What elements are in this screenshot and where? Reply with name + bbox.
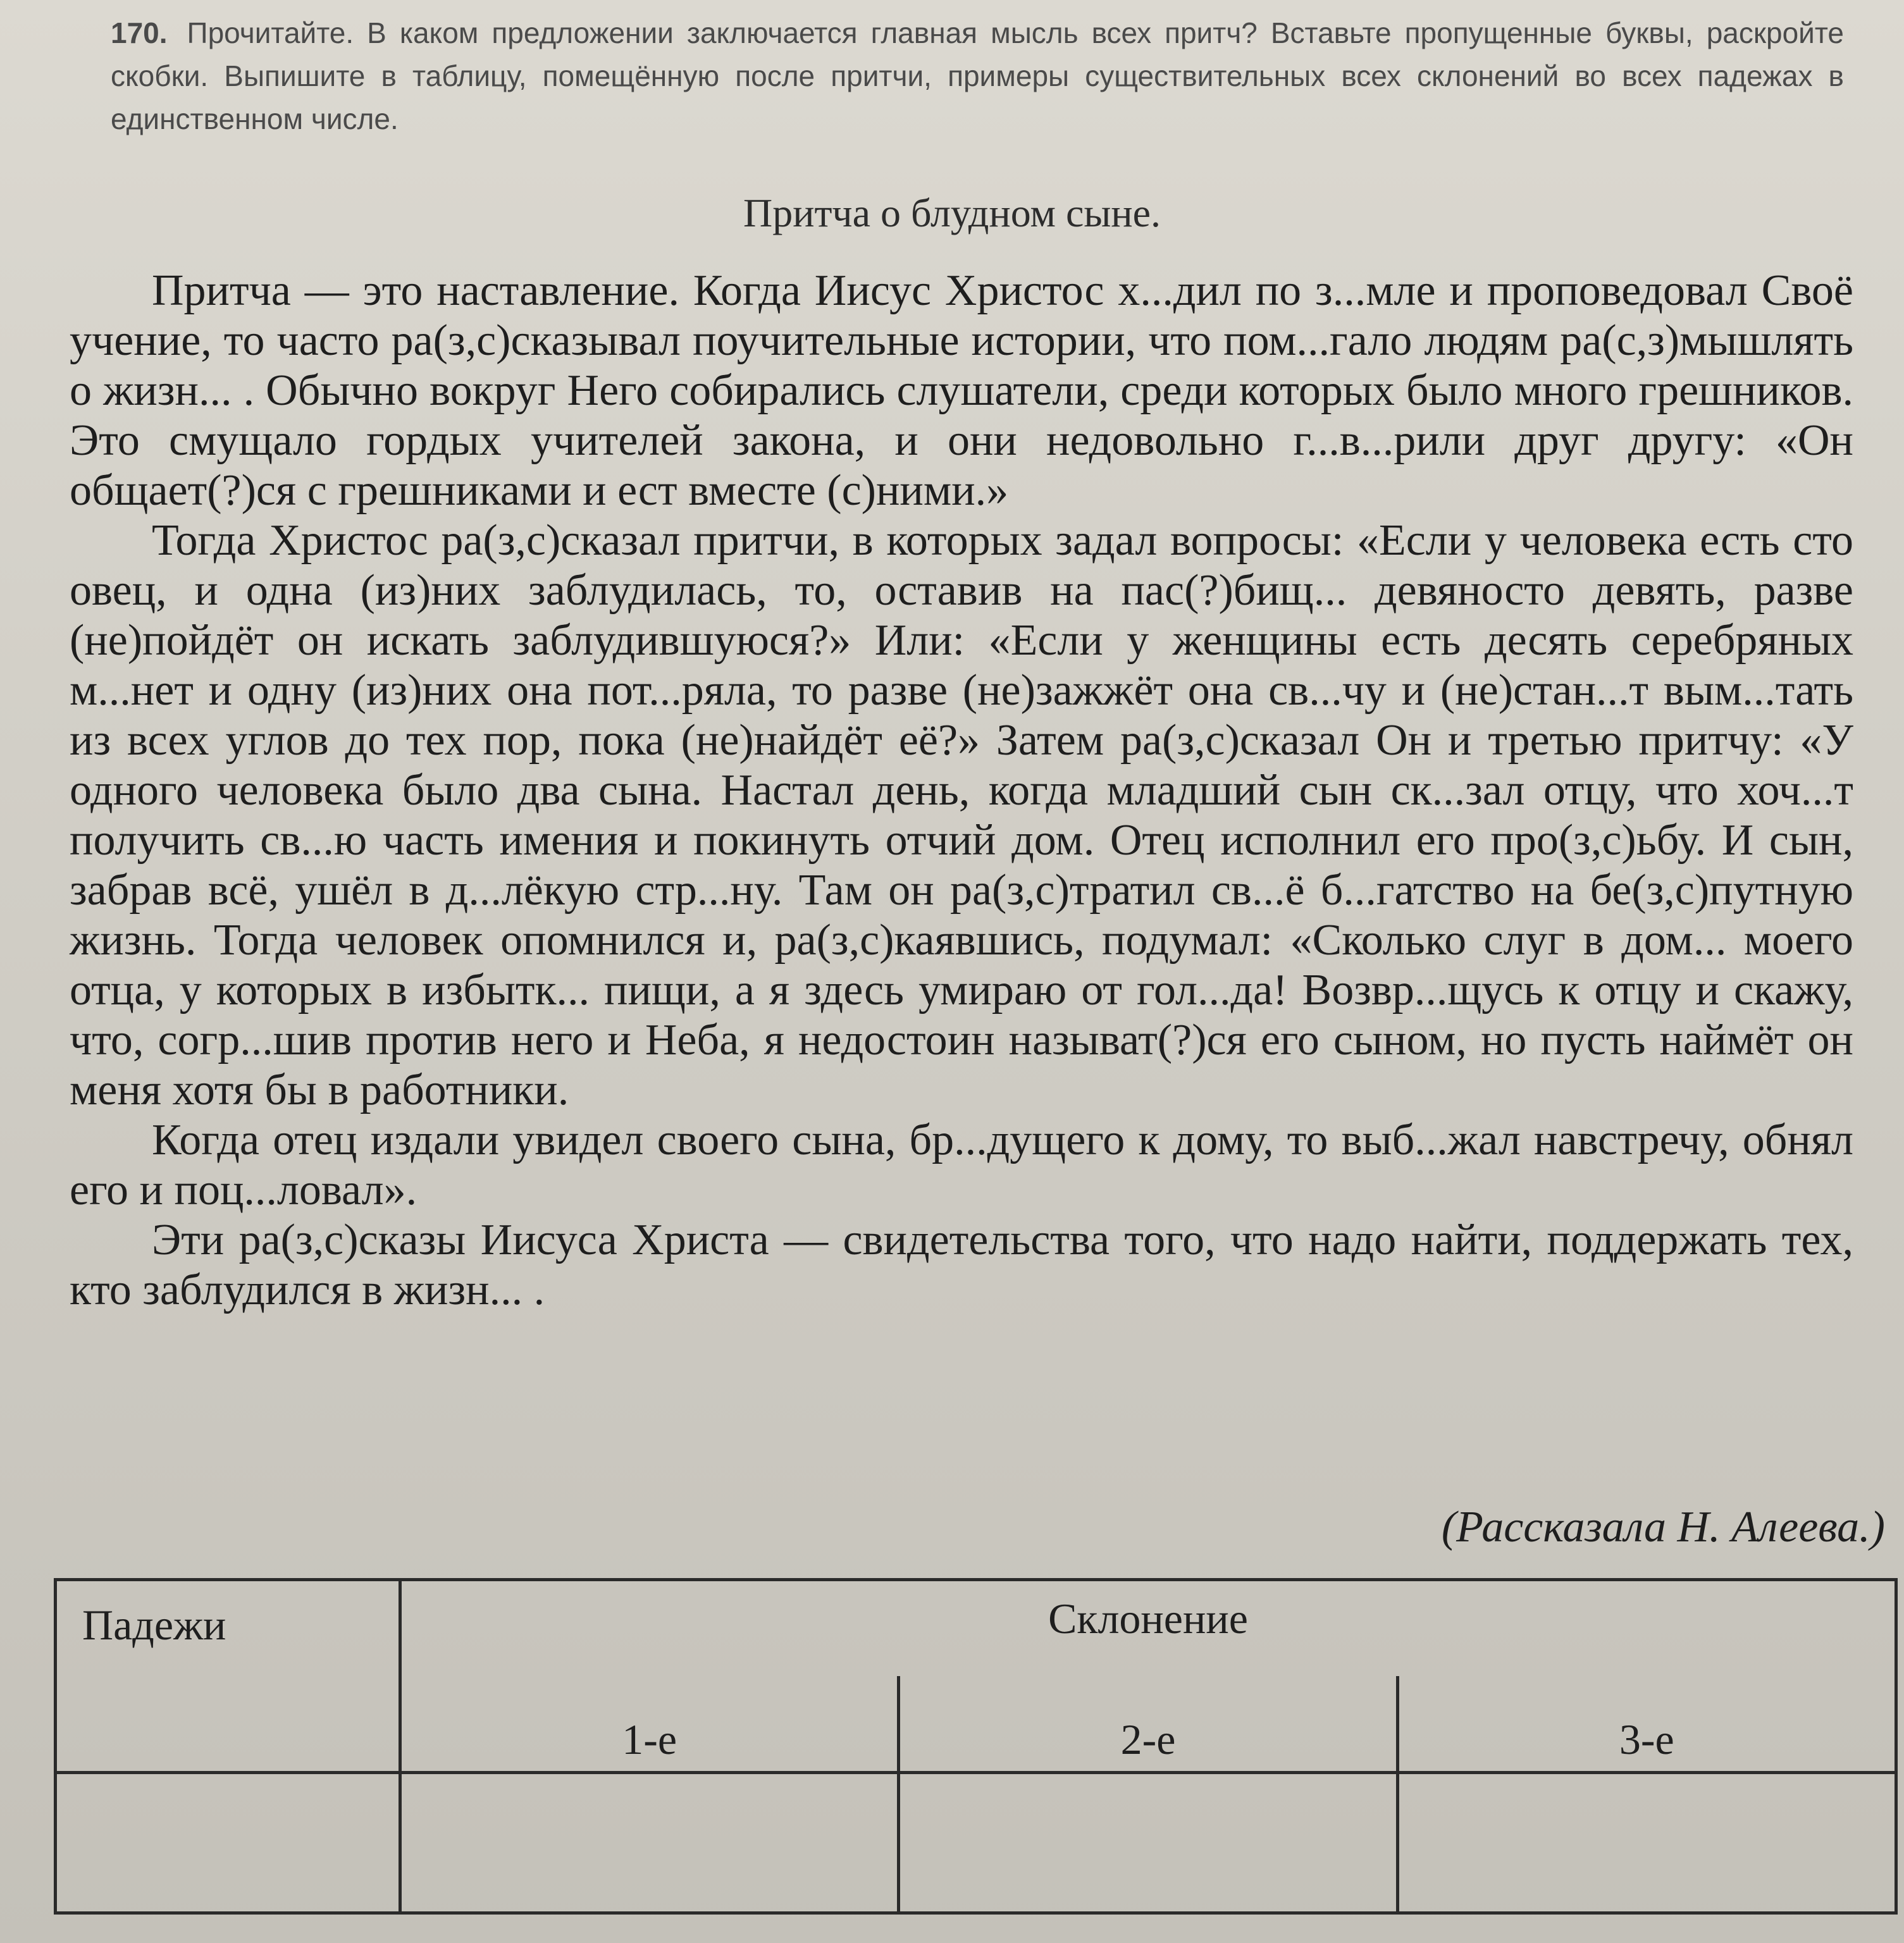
empty-cell-declension-1 xyxy=(400,1773,899,1913)
paragraph: Притча — это наставление. Когда Иисус Христос х...дил по з...мле и проповедовал Своё учение, то часто ра(з,с)сказывал поучительные истории, что пом...гало людям ра(с,з)мышлять о жизн... . Обычно вокруг Него собирались слушатели, среди которых было много грешников. Это смущало гордых учителей закона, и они недовольно г...в...рили друг другу: «Он общает(?)ся с грешниками и ест вместе (с)ними.» xyxy=(70,266,1853,515)
declension-2-header: 2-е xyxy=(899,1676,1397,1773)
declension-1-header: 1-е xyxy=(400,1676,899,1773)
declension-header-cell: Склонение xyxy=(400,1580,1896,1677)
empty-cell-declension-3 xyxy=(1397,1773,1896,1913)
exercise-task xyxy=(111,11,1844,140)
declension-3-header: 3-е xyxy=(1397,1676,1896,1773)
paragraph: Тогда Христос ра(з,с)сказал притчи, в которых задал вопросы: «Если у человека есть сто овец, и одна (из)них заблудилась, то, оставив на пас(?)бищ... девяносто девять, разве (не)пойдёт он искать заблудившуюся?» Или: «Если у женщины есть десять серебряных м...нет и одну (из)них она пот...ряла, то разве (не)зажжёт она св...чу и (не)стан...т вым...тать из всех углов до тех пор, пока (не)найдёт её?» Затем ра(з,с)сказал Он и третью притчу: «У одного человека было два сына. Настал день, когда младший сын ск...зал отцу, что хоч...т получить св...ю часть имения и покинуть отчий дом. Отец исполнил его про(з,с)ьбу. И сын, забрав всё, ушёл в д...лёкую стр...ну. Там он ра(з,с)тратил св...ё б...гатство на бе(з,с)путную жизнь. Тогда человек опомнился и, ра(з,с)каявшись, подумал: «Сколько слуг в дом... моего отца, у которых в избытк... пищи, а я здесь умираю от гол...да! Возвр...щусь к отцу и скажу, что, согр...шив против него и Неба, я недостоин называт(?)ся его сыном, но пусть наймёт он меня хотя бы в работники. xyxy=(70,516,1853,1114)
exercise-instructions: Прочитайте. В каком предложении заключается главная мысль всех притч? Вставьте пропущенные буквы, раскройте скобки. Выпишите в таблицу, помещённую после притчи, примеры существительных всех склонений во всех падежах в единственном числе. xyxy=(111,16,1844,135)
author-attribution: (Рассказала Н. Алеева.) xyxy=(1441,1503,1885,1551)
paragraph: Эти ра(з,с)сказы Иисуса Христа — свидетельства того, что надо найти, поддержать тех, кто заблудился в жизн... . xyxy=(70,1216,1853,1314)
paragraph: Когда отец издали увидел своего сына, бр...дущего к дому, то выб...жал навстречу, обнял его и поц...ловал». xyxy=(70,1116,1853,1214)
declension-table xyxy=(54,1578,1898,1915)
parable-title: Притча о блудном сыне. xyxy=(743,190,1161,235)
parable-text xyxy=(70,266,1853,1315)
empty-cell-cases xyxy=(56,1773,400,1913)
empty-cell-declension-2 xyxy=(899,1773,1397,1913)
cases-header-cell: Падежи xyxy=(56,1580,400,1773)
exercise-number: 170. xyxy=(111,16,168,49)
